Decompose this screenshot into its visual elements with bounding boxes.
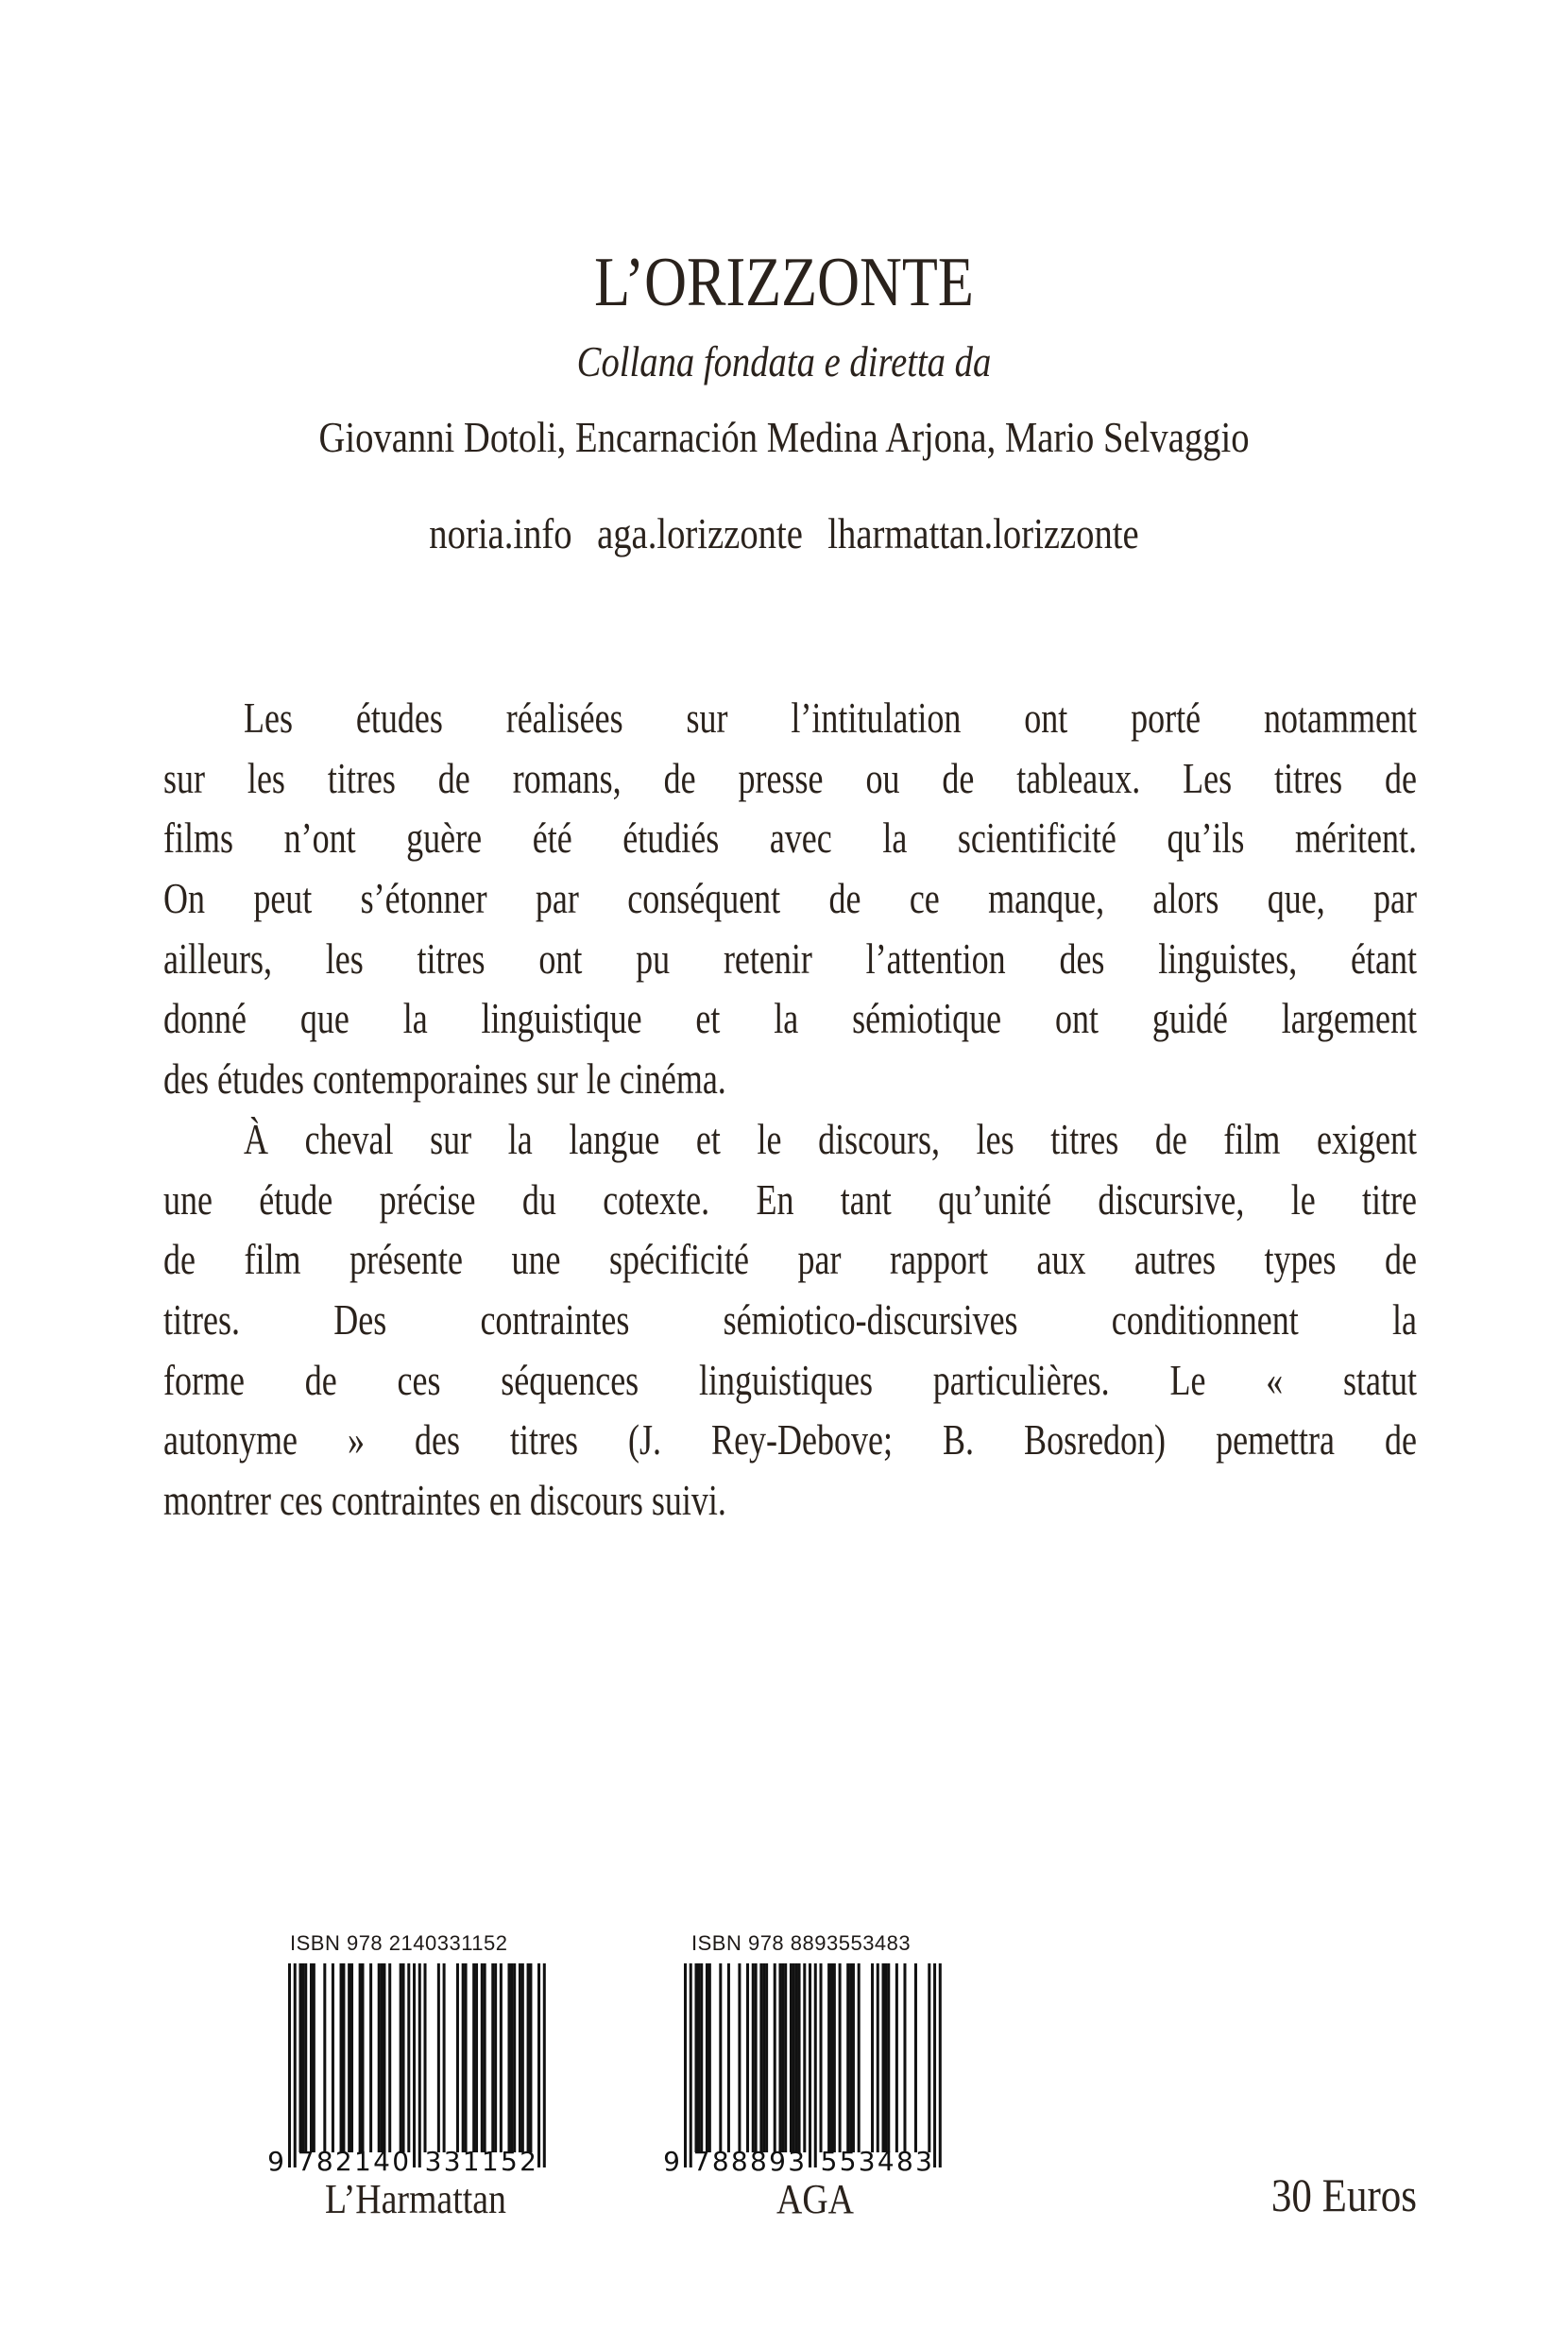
- barcode-bar: [537, 1963, 540, 2167]
- price: 30 Euros: [1270, 2168, 1417, 2221]
- barcode-bar: [752, 1963, 755, 2152]
- blurb-line: [163, 755, 1417, 815]
- barcode-bar: [529, 1963, 532, 2152]
- barcode-bar: [383, 1963, 385, 2152]
- barcode-bar: [400, 1963, 402, 2152]
- blurb-line-text: forme de ces séquences linguistiques particulières. Le « statut: [163, 1356, 1417, 1404]
- barcode-bar: [298, 1963, 301, 2152]
- barcode-bar: [697, 1963, 700, 2152]
- ean13-barcode: [267, 1931, 551, 2177]
- barcode-bar: [820, 1963, 823, 2152]
- barcode-bar: [472, 1963, 475, 2152]
- barcode-digit: 8: [730, 2146, 748, 2177]
- barcode-bar: [369, 1963, 372, 2152]
- series-title: L’ORIZZONTE: [594, 244, 974, 321]
- barcode-bar: [827, 1963, 830, 2152]
- barcode-bar: [738, 1963, 741, 2152]
- barcode-aga: [663, 1931, 946, 2177]
- barcode-bar: [903, 1963, 906, 2152]
- barcode-bar: [500, 1963, 503, 2152]
- barcode-bar: [381, 1963, 383, 2152]
- barcode-bar: [342, 1963, 345, 2152]
- barcode-digit: 5: [500, 2146, 518, 2177]
- link-aga[interactable]: aga.lorizzonte: [597, 509, 803, 557]
- link-noria[interactable]: noria.info: [429, 509, 572, 557]
- barcode-bar: [781, 1963, 784, 2152]
- barcode-bar: [939, 1963, 942, 2167]
- barcode-bar: [510, 1963, 513, 2152]
- barcode-bar: [755, 1963, 758, 2152]
- blurb-line-text: films n’ont guère été étudiés avec la scientificité qu’ils méritent.: [163, 814, 1417, 863]
- barcode-bar: [727, 1963, 730, 2152]
- barcode-digit: 8: [750, 2146, 767, 2177]
- barcode-digit: 3: [443, 2146, 461, 2177]
- blurb-line: [163, 1357, 1417, 1417]
- barcode-bar: [323, 1963, 326, 2152]
- barcode-digit: 2: [334, 2146, 352, 2177]
- barcode-bar: [361, 1963, 364, 2152]
- blurb-line-text: titres. Des contraintes sémiotico-discursives conditionnent la: [163, 1295, 1417, 1344]
- barcode-bar: [513, 1963, 516, 2152]
- barcode-bar: [507, 1963, 510, 2152]
- barcode-bar: [759, 1963, 762, 2152]
- barcode-bar: [378, 1963, 381, 2152]
- blurb-line-text: une étude précise du cotexte. En tant qu’unité discursive, le titre: [163, 1175, 1417, 1224]
- barcode-digit: 3: [858, 2146, 876, 2177]
- barcode-digit: 8: [895, 2146, 913, 2177]
- barcode-bar: [849, 1963, 852, 2152]
- blurb-text: [163, 694, 1417, 1537]
- barcode-bar: [424, 1963, 427, 2152]
- link-lharmattan[interactable]: lharmattan.lorizzonte: [827, 509, 1139, 557]
- barcode-bar: [914, 1963, 917, 2152]
- blurb-line-text: ailleurs, les titres ont pu retenir l’attention des linguistes, étant: [163, 934, 1417, 983]
- barcode-bar: [762, 1963, 765, 2152]
- barcode-digit: 7: [297, 2146, 315, 2177]
- barcode-digit: 1: [462, 2146, 480, 2177]
- barcode-bar: [288, 1963, 291, 2167]
- barcode-bar: [684, 1963, 687, 2167]
- barcode-bar: [456, 1963, 459, 2152]
- barcode-bar: [793, 1963, 795, 2152]
- barcode-bar: [933, 1963, 936, 2167]
- barcode-bar: [858, 1963, 861, 2152]
- series-subtitle: Collana fondata e diretta da: [576, 337, 992, 385]
- barcode-bar: [484, 1963, 486, 2152]
- barcode-bar: [310, 1963, 313, 2152]
- barcode-digit: 1: [481, 2146, 499, 2177]
- barcode-bar: [465, 1963, 468, 2152]
- barcode-bar: [418, 1963, 421, 2167]
- barcode-lharmattan: [267, 1931, 551, 2177]
- barcode-bar: [413, 1963, 416, 2167]
- barcode-bar: [407, 1963, 410, 2152]
- barcode-bar: [313, 1963, 315, 2152]
- barcode-digit: 1: [354, 2146, 371, 2177]
- blurb-line-text: Les études réalisées sur l’intitulation ont porté notamment: [244, 694, 1417, 742]
- barcode-bar: [690, 1963, 692, 2167]
- blurb-line: [163, 1477, 1417, 1537]
- barcode-bar: [350, 1963, 353, 2152]
- barcode-bar: [830, 1963, 833, 2152]
- barcode-digit: 9: [267, 2146, 284, 2177]
- barcode-bar: [877, 1963, 879, 2152]
- blurb-line: [163, 1116, 1417, 1176]
- barcode-bar: [871, 1963, 874, 2152]
- barcode-bar: [521, 1963, 524, 2152]
- barcode-bar: [437, 1963, 440, 2152]
- barcode-bar: [887, 1963, 890, 2152]
- blurb-line-text: de film présente une spécificité par rapport aux autres types de: [163, 1236, 1417, 1284]
- blurb-line: [163, 875, 1417, 935]
- barcode-bar: [481, 1963, 484, 2152]
- barcode-bar: [519, 1963, 521, 2152]
- isbn-label: ISBN 978 2140331152: [290, 1931, 508, 1955]
- barcode-digit: 5: [820, 2146, 838, 2177]
- blurb-line: [163, 1236, 1417, 1296]
- barcode-bar: [928, 1963, 930, 2152]
- barcode-digit: 9: [769, 2146, 786, 2177]
- barcode-bar: [294, 1963, 297, 2167]
- barcode-digit: 2: [520, 2146, 537, 2177]
- barcode-bar: [301, 1963, 304, 2152]
- blurb-line: [163, 694, 1417, 755]
- barcode-bar: [527, 1963, 530, 2152]
- barcode-bar: [774, 1963, 776, 2152]
- publisher-aga: AGA: [776, 2176, 854, 2222]
- barcode-digit: 7: [692, 2146, 710, 2177]
- barcode-bar: [388, 1963, 391, 2152]
- barcode-bar: [839, 1963, 842, 2152]
- barcode-bar: [795, 1963, 798, 2152]
- barcode-bar: [462, 1963, 465, 2152]
- barcode-bar: [340, 1963, 343, 2152]
- blurb-line: [163, 1296, 1417, 1357]
- series-directors: Giovanni Dotoli, Encarnación Medina Arjona, Mario Selvaggio: [318, 413, 1250, 461]
- barcode-digit: 9: [663, 2146, 680, 2177]
- barcode-bar: [543, 1963, 546, 2167]
- blurb-line: [163, 1416, 1417, 1477]
- barcode-bar: [814, 1963, 817, 2167]
- barcode-bar: [494, 1963, 497, 2152]
- barcode-bar: [778, 1963, 781, 2152]
- barcode-bar: [809, 1963, 811, 2167]
- blurb-line: [163, 814, 1417, 875]
- barcode-bar: [852, 1963, 855, 2152]
- blurb-line-text: des études contemporaines sur le cinéma.: [163, 1055, 726, 1104]
- barcode-bar: [708, 1963, 711, 2152]
- barcode-bar: [719, 1963, 722, 2152]
- blurb-line-text: On peut s’étonner par conséquent de ce manque, alors que, par: [163, 875, 1417, 923]
- barcode-bar: [784, 1963, 787, 2152]
- barcode-bar: [402, 1963, 405, 2152]
- barcode-bar: [348, 1963, 350, 2152]
- barcode-digit: 4: [877, 2146, 895, 2177]
- series-links: [126, 510, 1442, 557]
- barcode-bar: [884, 1963, 887, 2152]
- blurb-line: [163, 1176, 1417, 1237]
- barcode-bar: [475, 1963, 478, 2152]
- barcode-bar: [846, 1963, 849, 2152]
- blurb-line: [163, 935, 1417, 996]
- barcode-bar: [491, 1963, 494, 2152]
- barcode-bar: [765, 1963, 768, 2152]
- barcode-bar: [746, 1963, 749, 2152]
- blurb-line-text: donné que la linguistique et la sémiotique ont guidé largement: [163, 995, 1417, 1043]
- publisher-lharmattan: L’Harmattan: [325, 2176, 506, 2222]
- blurb-line-text: autonyme » des titres (J. Rey-Debove; B. Bosredon) pemettra de: [163, 1416, 1417, 1465]
- barcode-digit: 8: [315, 2146, 333, 2177]
- barcode-digit: 4: [373, 2146, 390, 2177]
- barcode-digit: 3: [424, 2146, 442, 2177]
- barcode-bar: [882, 1963, 885, 2152]
- barcode-bar: [895, 1963, 898, 2152]
- barcode-bar: [359, 1963, 362, 2152]
- blurb-line-text: sur les titres de romans, de presse ou de tableaux. Les titres de: [163, 754, 1417, 802]
- barcode-digit: 0: [392, 2146, 410, 2177]
- barcode-bar: [803, 1963, 806, 2152]
- barcode-digit: 5: [839, 2146, 857, 2177]
- blurb-line: [163, 1055, 1417, 1116]
- barcode-bar: [790, 1963, 793, 2152]
- isbn-label: ISBN 978 8893553483: [691, 1931, 912, 1955]
- barcode-bar: [798, 1963, 801, 2152]
- barcode-bar: [706, 1963, 708, 2152]
- barcode-bar: [694, 1963, 697, 2152]
- barcode-bar: [443, 1963, 446, 2152]
- barcode-bar: [833, 1963, 836, 2152]
- blurb-line-text: À cheval sur la langue et le discours, les titres de film exigent: [244, 1115, 1417, 1163]
- barcode-digit: 3: [788, 2146, 806, 2177]
- barcode-bar: [700, 1963, 703, 2152]
- ean13-barcode: [663, 1931, 946, 2177]
- barcode-digit: 3: [915, 2146, 932, 2177]
- blurb-line-text: montrer ces contraintes en discours suivi.: [163, 1476, 726, 1524]
- barcode-digit: 8: [711, 2146, 729, 2177]
- blurb-line: [163, 995, 1417, 1055]
- barcode-bar: [332, 1963, 334, 2152]
- barcode-bar: [304, 1963, 307, 2152]
